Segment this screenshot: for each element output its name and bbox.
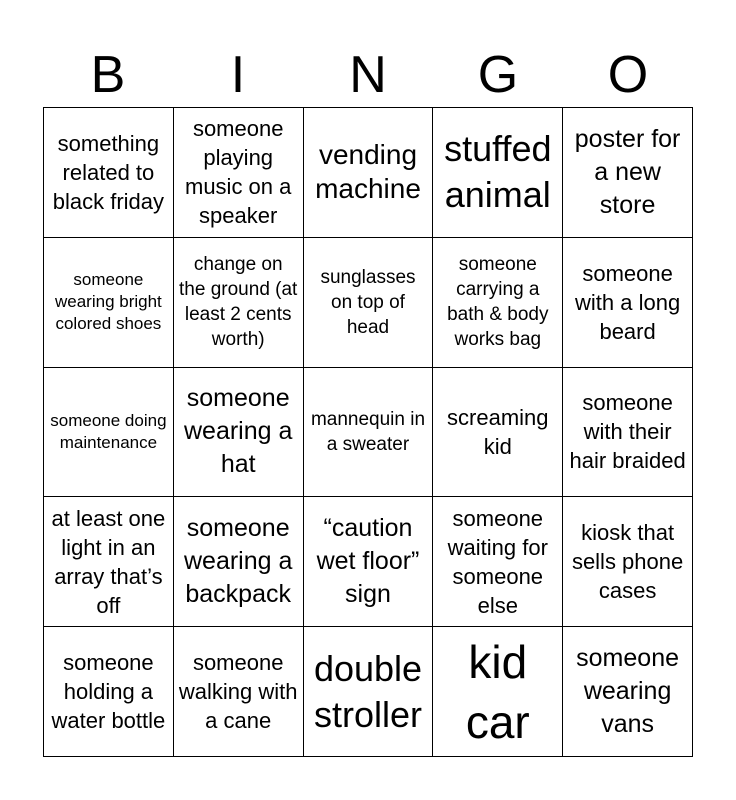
bingo-header (43, 44, 693, 106)
bingo-cell[interactable] (174, 238, 304, 368)
bingo-cell-text: someone wearing bright colored shoes (55, 270, 162, 334)
bingo-cell[interactable] (563, 108, 693, 238)
bingo-cell[interactable] (563, 238, 693, 368)
bingo-cell[interactable] (304, 627, 434, 757)
header-letter-o: O (607, 46, 649, 104)
bingo-cell-text: stuffed animal (444, 128, 552, 216)
bingo-cell[interactable] (44, 627, 174, 757)
bingo-cell[interactable] (44, 108, 174, 238)
bingo-cell-text: poster for a new store (574, 124, 681, 219)
bingo-cell-text: someone holding a water bottle (51, 650, 166, 734)
bingo-cell[interactable] (44, 238, 174, 368)
bingo-cell-text: kiosk that sells phone cases (571, 520, 684, 604)
bingo-cell-text: someone wearing a backpack (183, 514, 293, 609)
bingo-cell-text: kid car (465, 635, 530, 748)
bingo-cell[interactable] (304, 497, 434, 627)
bingo-cell[interactable] (433, 497, 563, 627)
bingo-cell[interactable] (563, 368, 693, 498)
bingo-cell-text: at least one light in an array that’s off (51, 505, 166, 618)
bingo-cell-text: someone with their hair braided (569, 390, 686, 474)
bingo-cell[interactable] (304, 238, 434, 368)
bingo-cell-text: double stroller (313, 647, 423, 735)
bingo-cell-text: someone carrying a bath & body works bag (447, 254, 549, 351)
bingo-cell[interactable] (174, 497, 304, 627)
bingo-cell-text: someone walking with a cane (178, 650, 298, 734)
bingo-cell-text: someone wearing a hat (183, 384, 293, 479)
bingo-cell[interactable] (563, 627, 693, 757)
bingo-cell-text: sunglasses on top of head (320, 266, 416, 338)
bingo-card-grid (43, 107, 693, 757)
bingo-cell[interactable] (44, 368, 174, 498)
bingo-cell-text: something related to black friday (52, 130, 165, 214)
bingo-cell-text: someone playing music on a speaker (185, 116, 292, 229)
bingo-cell-text: vending machine (315, 139, 421, 205)
bingo-cell[interactable] (563, 497, 693, 627)
bingo-cell-text: change on the ground (at least 2 cents worth) (179, 254, 298, 351)
bingo-cell-text: someone waiting for someone else (447, 505, 548, 618)
bingo-cell-text: someone with a long beard (575, 260, 681, 344)
bingo-cell-text: someone doing maintenance (50, 410, 167, 452)
bingo-cell[interactable] (304, 108, 434, 238)
bingo-cell[interactable] (433, 627, 563, 757)
bingo-cell[interactable] (174, 108, 304, 238)
bingo-cell-text: someone wearing vans (576, 644, 680, 739)
bingo-cell[interactable] (304, 368, 434, 498)
bingo-cell[interactable] (433, 368, 563, 498)
header-letter-b: B (90, 46, 126, 104)
header-letter-g: G (477, 46, 519, 104)
bingo-cell-text: screaming kid (447, 404, 549, 459)
bingo-cell-text: “caution wet floor” sign (316, 514, 420, 609)
bingo-cell[interactable] (174, 627, 304, 757)
header-letter-i: I (230, 46, 246, 104)
bingo-cell[interactable] (174, 368, 304, 498)
bingo-cell[interactable] (433, 238, 563, 368)
bingo-cell[interactable] (433, 108, 563, 238)
header-letter-n: N (349, 46, 387, 104)
bingo-cell-text: mannequin in a sweater (310, 408, 426, 455)
bingo-cell[interactable] (44, 497, 174, 627)
